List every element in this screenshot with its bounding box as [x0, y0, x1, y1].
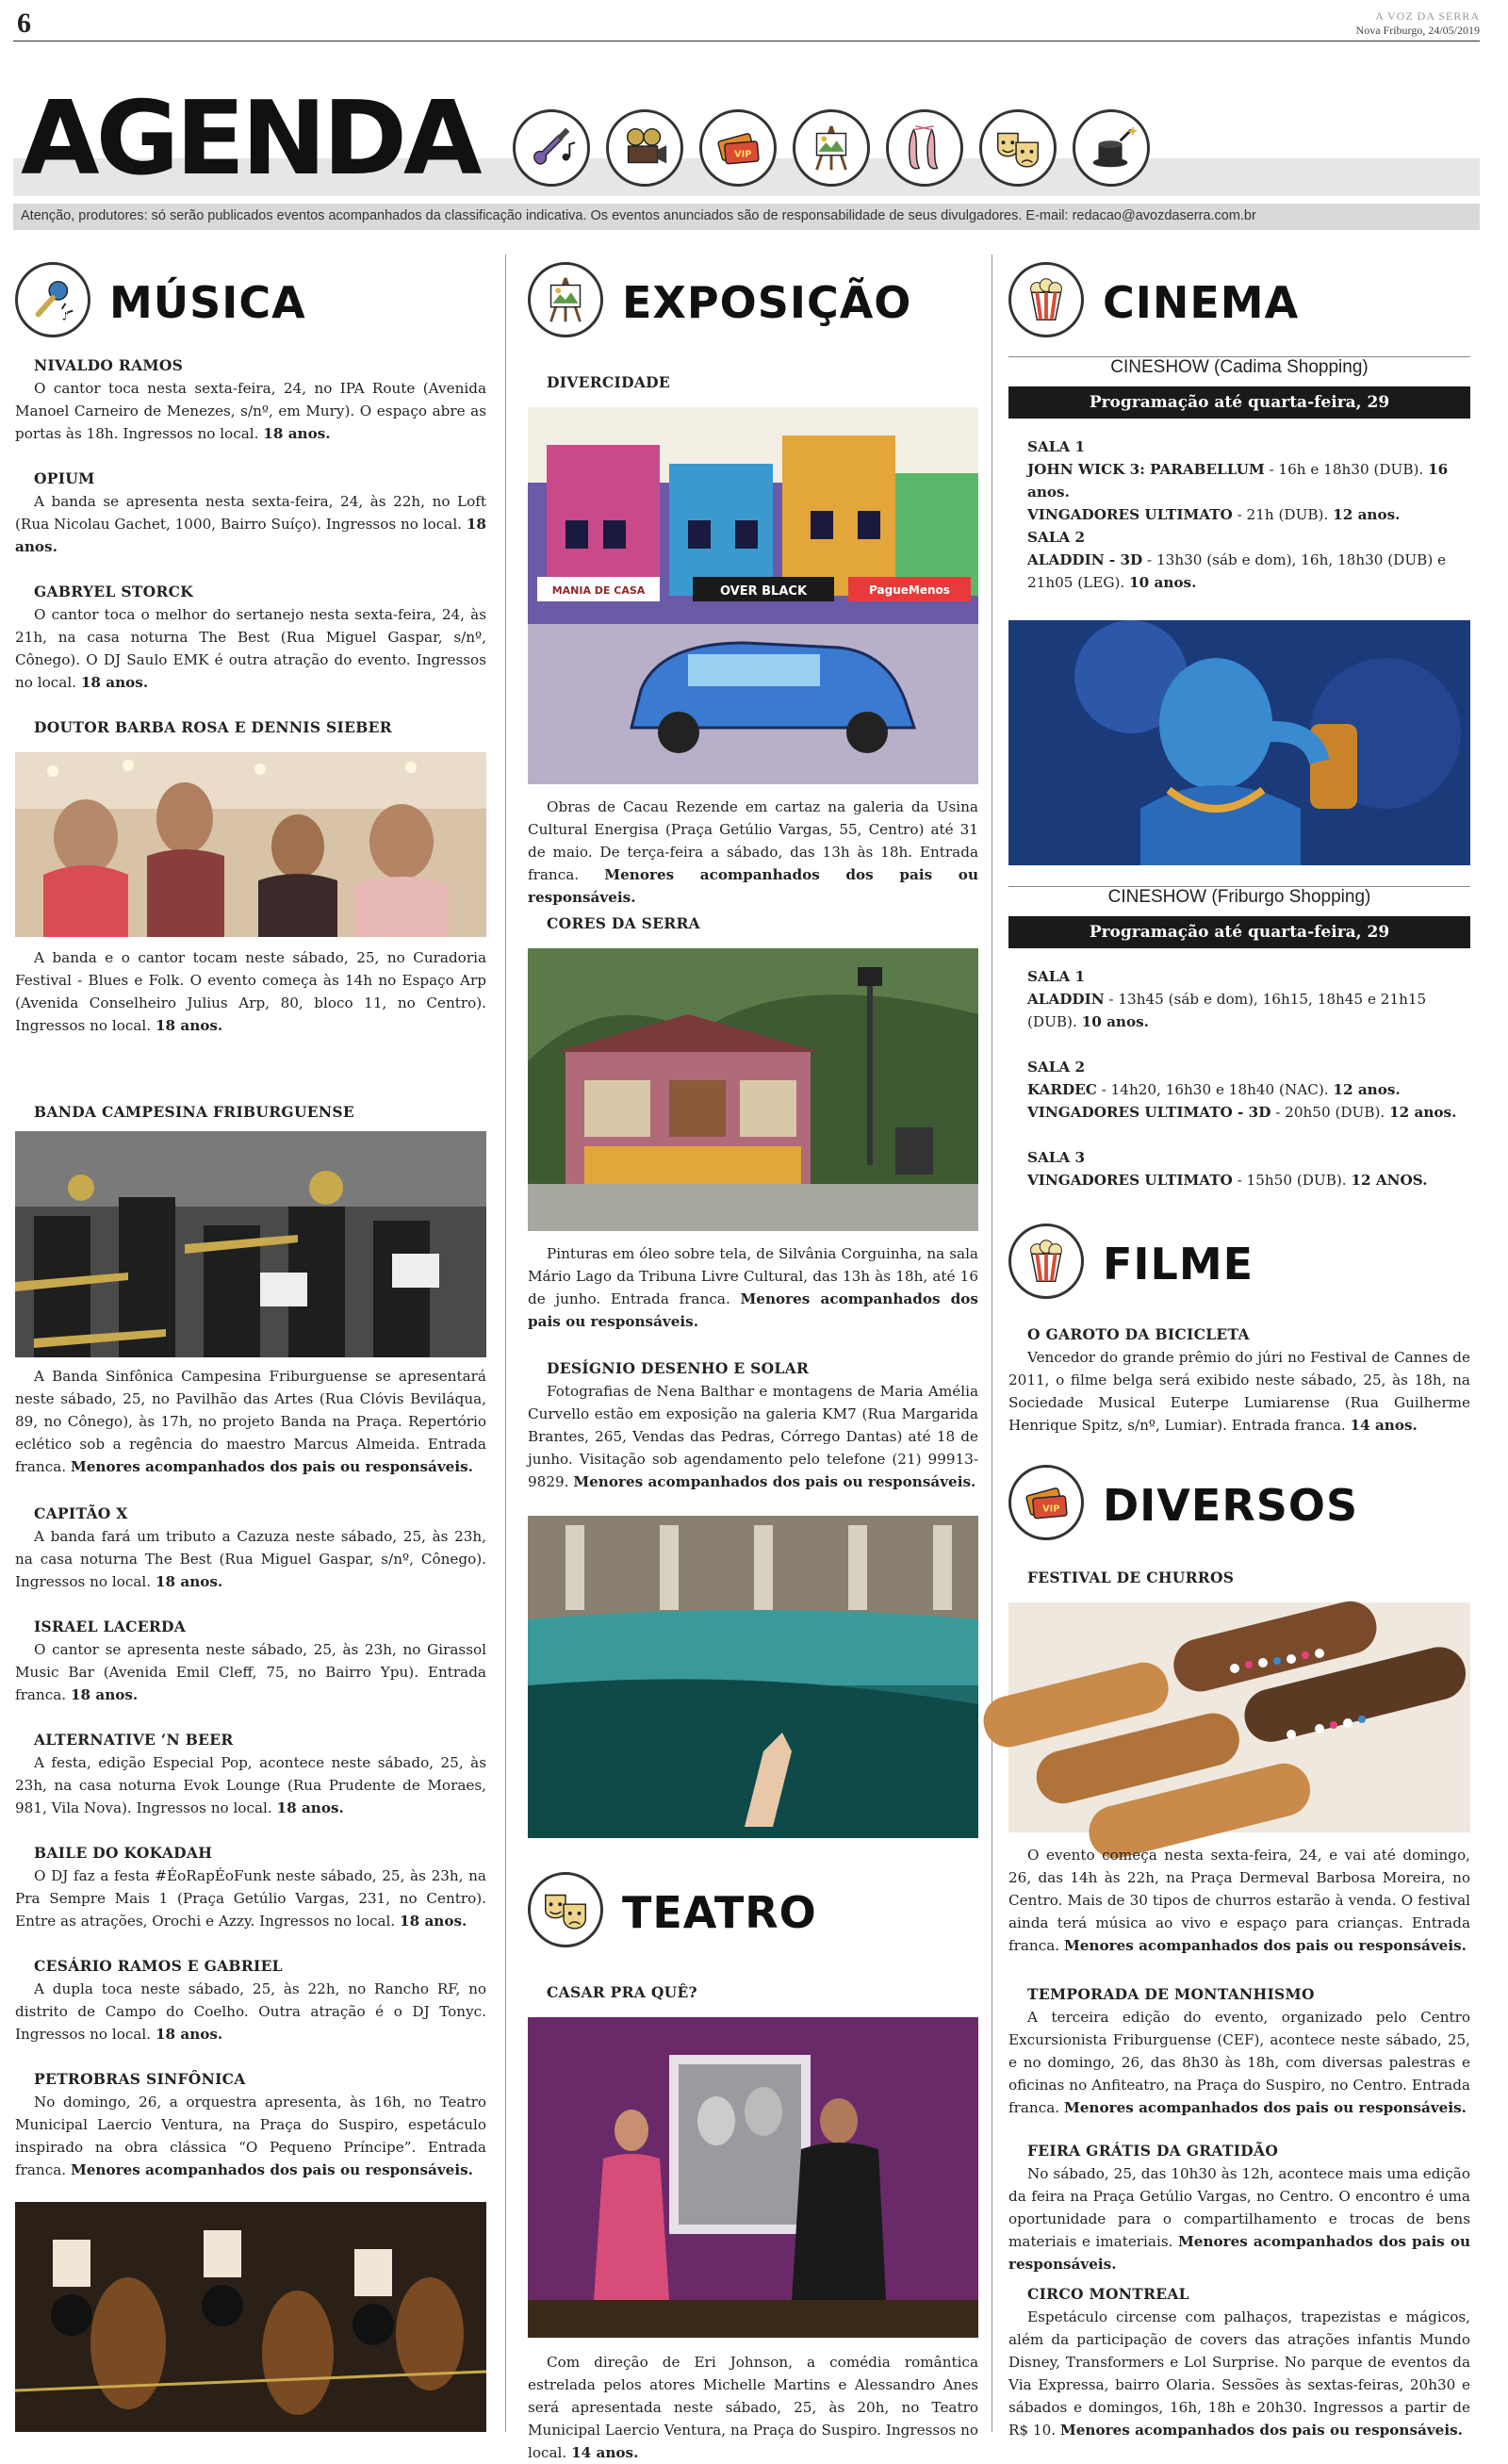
column-musica [15, 255, 486, 2432]
age-rating: 12 anos. [1333, 1081, 1401, 1098]
age-rating: 18 anos. [276, 1799, 344, 1816]
cinema-room [1027, 1146, 1470, 1191]
event-item [15, 1842, 486, 1932]
age-rating: 12 anos. [1333, 506, 1401, 523]
svg-text:VIP: VIP [1042, 1503, 1060, 1515]
event-desc: O cantor se apresenta neste sábado, 25, às 23h, no Girassol Music Bar (Avenida Emil Cleff, 75, no Bairro Ypu). Entrada franca. [15, 1641, 486, 1703]
room-title: SALA 1 [1027, 968, 1086, 985]
section-title: FILME [1103, 1239, 1254, 1289]
column-cinema [1008, 255, 1470, 2439]
showtimes: - 13h45 (sáb e dom), 16h15, 18h45 e 21h15 (DUB). [1027, 991, 1427, 1030]
pool-photo [528, 1516, 978, 1838]
painting-photo [528, 407, 978, 784]
event-desc: A banda fará um tributo a Cazuza neste sábado, 25, às 23h, na casa noturna The Best (Rua Miguel Gaspar, s/nº, Cônego). Ingressos no local. [15, 1528, 486, 1590]
showtimes: - 21h (DUB). [1232, 506, 1334, 523]
section-filme-header [1008, 1224, 1470, 1303]
easel-icon [793, 109, 870, 187]
event-desc: A banda e o cantor tocam neste sábado, 25, no Curadoria Festival - Blues e Folk. O evento começa às 14h no Espaço Arp (Avenida Conselheiro Julius Arp, 80, bloco 11, no Centro). Ingressos no local. [15, 949, 486, 1034]
age-rating: Menores acompanhados dos pais ou responsáveis. [1063, 1937, 1467, 1954]
event-item [15, 946, 486, 1037]
movie-title: VINGADORES ULTIMATO [1027, 506, 1233, 523]
event-desc: A Banda Sinfônica Campesina Friburguense se apresentará neste sábado, 25, no Pavilhão das Artes (Rua Clóvis Beviláqua, 89, no Cônego), às 17h, no projeto Banda na Praça. Repertório eclético sob a regência do maestro Marcus Almeida. Entrada franca. [15, 1368, 486, 1475]
event-title: CAPITÃO X [34, 1504, 128, 1522]
age-rating: 14 anos. [571, 2444, 639, 2461]
age-rating: Menores acompanhados dos pais ou responsáveis. [70, 2161, 473, 2178]
band-photo [15, 752, 486, 937]
event-item [15, 1729, 486, 1819]
age-rating: Menores acompanhados dos pais ou responsáveis. [70, 1458, 473, 1475]
column-divider [505, 255, 506, 2432]
event-item [15, 1101, 486, 1124]
event-desc: A banda se apresenta nesta sexta-feira, 24, às 22h, no Loft (Rua Nicolau Gachet, 1000, Bairro Suíço). Ingressos no local. [15, 493, 486, 533]
movie-title: JOHN WICK 3: PARABELLUM [1027, 461, 1265, 478]
painting-sign-mania-de-casa: MANIA DE CASA [551, 584, 646, 597]
event-item [1008, 2140, 1470, 2275]
page-number: 6 [17, 8, 31, 39]
event-desc: A dupla toca neste sábado, 25, às 22h, no Rancho RF, no distrito de Campo do Coelho. Outra atração é o DJ Tonyc. Ingressos no local. [15, 1980, 486, 2043]
event-title: BAILE DO KOKADAH [34, 1844, 213, 1862]
producers-notice: Atenção, produtores: só serão publicados eventos acompanhados da classificação indicativa. Os eventos anunciados são de responsabilidade de seus divulgadores. E-mail: redacao@avozdaserra.com.br [13, 204, 1480, 230]
category-icons [513, 109, 1150, 187]
section-cinema-header [1008, 262, 1470, 341]
section-title: DIVERSOS [1103, 1480, 1359, 1531]
guitar-icon [513, 109, 590, 187]
section-title: MÚSICA [109, 277, 306, 328]
agenda-title: AGENDA [21, 80, 479, 198]
age-rating: 18 anos. [70, 1686, 139, 1703]
event-item [1008, 1983, 1470, 2119]
brand-name: A VOZ DA SERRA [1375, 9, 1480, 23]
event-item [15, 1616, 486, 1706]
age-rating: 18 anos. [155, 1017, 223, 1034]
event-item [15, 1955, 486, 2045]
event-desc: Pinturas em óleo sobre tela, de Silvânia Corguinha, na sala Mário Lago da Tribuna Livre Cultural, das 13h às 18h, até 16 de junho. Entrada franca. [528, 1245, 978, 1307]
section-exposicao-header [528, 262, 978, 341]
newspaper-brand [1356, 9, 1480, 38]
theater-masks-icon [979, 109, 1057, 187]
popcorn-icon [1008, 262, 1084, 337]
age-rating: Menores acompanhados dos pais ou responsáveis. [1063, 2099, 1467, 2116]
movie-title: ALADDIN [1027, 991, 1105, 1008]
event-item [528, 912, 978, 935]
showtimes: - 15h50 (DUB). [1232, 1172, 1352, 1189]
event-item [15, 2068, 486, 2181]
event-title: NIVALDO RAMOS [34, 356, 184, 374]
event-item [15, 354, 486, 445]
age-rating: 12 ANOS. [1351, 1172, 1428, 1189]
film-camera-icon [606, 109, 683, 187]
event-desc: O cantor toca o melhor do sertanejo nesta sexta-feira, 24, às 21h, na casa noturna The Best (Rua Miguel Gaspar, s/nº, Cônego). O DJ Saulo EMK é outra atração do evento. Ingressos no local. [15, 606, 486, 691]
event-item [15, 1365, 486, 1478]
event-desc: O evento começa nesta sexta-feira, 24, e vai até domingo, 26, das 14h às 22h, na Praça Dermeval Barbosa Moreira, no Centro. Mais de 30 tipos de churros estarão à venda. O festival ainda terá música ao vivo e espaço para crianças. Entrada franca. [1008, 1847, 1470, 1954]
event-title: GABRYEL STORCK [34, 583, 194, 600]
event-title: DOUTOR BARBA ROSA E DENNIS SIEBER [34, 718, 392, 736]
event-item [528, 2351, 978, 2464]
movie-title: ALADDIN - 3D [1027, 551, 1143, 568]
event-title: O GAROTO DA BICICLETA [1027, 1325, 1250, 1343]
event-item [1008, 2283, 1470, 2441]
gallery-photo [528, 948, 978, 1231]
svg-text:♪: ♪ [61, 309, 70, 323]
showtimes: - 14h20, 16h30 e 18h40 (NAC). [1096, 1081, 1334, 1098]
event-desc: A terceira edição do evento, organizado pelo Centro Excursionista Friburguense (CEF), acontece neste sábado, 25, e no domingo, 26, das 8h30 às 18h, com diversas palestras e oficinas no Anfiteatro, na Praça do Suspiro, no Centro. Entrada franca. [1008, 2009, 1470, 2116]
age-rating: 18 anos. [155, 2026, 223, 2043]
event-title: PETROBRAS SINFÔNICA [34, 2070, 246, 2088]
age-rating: 18 anos. [80, 674, 149, 691]
age-rating: 16 anos. [1027, 461, 1449, 501]
ballet-shoes-icon [886, 109, 963, 187]
event-title: CESÁRIO RAMOS E GABRIEL [34, 1957, 283, 1975]
event-desc: Vencedor do grande prêmio do júri no Festival de Cannes de 2011, o filme belga será exibido neste sábado, 25, às 18h, na Sociedade Musical Euterpe Lumiarense (Rua Guilherme Henrique Spitz, s/nº, Lumiar). Entrada franca. [1008, 1349, 1470, 1434]
event-title: FEIRA GRÁTIS DA GRATIDÃO [1027, 2142, 1279, 2160]
event-item [528, 796, 978, 909]
theater-photo [528, 2017, 978, 2338]
showtimes: - 16h e 18h30 (DUB). [1264, 461, 1429, 478]
churros-photo [1008, 1602, 1470, 1832]
event-item [528, 1357, 978, 1493]
cinema-room [1027, 435, 1470, 526]
band-photo [15, 1131, 486, 1357]
event-desc: Com direção de Eri Johnson, a comédia romântica estrelada pelos atores Michelle Martins e Alessandro Anes será apresentada neste sábado, 25, às 20h, no Teatro Municipal Laercio Ventura, na Praça do Suspiro. Ingressos no local. [528, 2354, 978, 2461]
event-item [1008, 1323, 1470, 1437]
event-item [15, 468, 486, 558]
event-item [1008, 1567, 1470, 1589]
age-rating: 18 anos. [15, 516, 486, 555]
event-item [528, 1242, 978, 1333]
event-desc: No domingo, 26, a orquestra apresenta, às 16h, no Teatro Municipal Laercio Ventura, na Praça do Suspiro, espetáculo inspirado na obra clássica “O Pequeno Príncipe”. Entrada franca. [15, 2094, 486, 2178]
section-teatro-header [528, 1872, 978, 1951]
event-item [15, 1503, 486, 1593]
event-title: FESTIVAL DE CHURROS [1027, 1569, 1235, 1586]
event-item [15, 581, 486, 694]
age-rating: 18 anos. [263, 425, 331, 442]
room-title: SALA 1 [1027, 438, 1086, 455]
age-rating: 18 anos. [400, 1913, 467, 1930]
age-rating: Menores acompanhados dos pais ou responsáveis. [1059, 2422, 1463, 2439]
room-title: SALA 3 [1027, 1149, 1086, 1166]
cinema-room [1027, 526, 1470, 594]
event-title: TEMPORADA DE MONTANHISMO [1027, 1985, 1315, 2003]
age-rating: Menores acompanhados dos pais ou responsáveis. [1008, 2233, 1470, 2273]
age-rating: 10 anos. [1129, 574, 1197, 591]
section-title: TEATRO [622, 1887, 817, 1938]
cinema-room [1027, 1056, 1470, 1124]
room-title: SALA 2 [1027, 529, 1086, 546]
cinema-room [1027, 965, 1470, 1033]
issue-date: Nova Friburgo, 24/05/2019 [1355, 24, 1480, 37]
theater-masks-icon [528, 1872, 603, 1947]
event-title: CASAR PRA QUÊ? [547, 1983, 697, 2001]
age-rating: 10 anos. [1081, 1013, 1149, 1030]
microphone-icon [15, 262, 90, 337]
showtimes: - 13h30 (sáb e dom), 16h, 18h30 (DUB) e 21h05 (LEG). [1027, 551, 1447, 591]
age-rating: 12 anos. [1389, 1104, 1457, 1121]
event-title: CIRCO MONTREAL [1027, 2285, 1189, 2303]
event-title: OPIUM [34, 469, 95, 487]
movie-still-photo [1008, 620, 1470, 865]
event-desc: Obras de Cacau Rezende em cartaz na galeria da Usina Cultural Energisa (Praça Getúlio Vargas, 55, Centro) até 31 de maio. De terça-feira a sábado, das 13h às 18h. Entrada franca. [528, 798, 978, 883]
age-rating: Menores acompanhados dos pais ou responsáveis. [528, 1290, 978, 1330]
painting-sign-over-black: OVER BLACK [719, 584, 808, 599]
magic-hat-icon [1073, 109, 1150, 187]
event-item [528, 1981, 978, 2004]
age-rating: 18 anos. [155, 1573, 223, 1590]
event-desc: No sábado, 25, das 10h30 às 12h, acontece mais uma edição da feira na Praça Getúlio Vargas, no Centro. O encontro é uma oportunidade para o compartilhamento e trocas de bens materiais e imateriais. [1008, 2165, 1470, 2250]
event-title: CORES DA SERRA [547, 914, 700, 932]
showtimes: - 20h50 (DUB). [1270, 1104, 1390, 1121]
event-item [1008, 1844, 1470, 1957]
movie-title: VINGADORES ULTIMATO - 3D [1027, 1104, 1271, 1121]
ticket-icon [699, 109, 777, 187]
event-title: DIVERCIDADE [547, 373, 671, 391]
age-rating: Menores acompanhados dos pais ou responsáveis. [573, 1473, 976, 1490]
age-rating: 14 anos. [1350, 1417, 1418, 1434]
section-musica-header [15, 262, 486, 341]
event-title: ISRAEL LACERDA [34, 1618, 187, 1635]
easel-icon [528, 262, 603, 337]
section-title: CINEMA [1103, 277, 1300, 328]
event-title: DESÍGNIO DESENHO E SOLAR [547, 1359, 810, 1377]
movie-title: VINGADORES ULTIMATO [1027, 1172, 1233, 1189]
event-desc: A festa, edição Especial Pop, acontece neste sábado, 25, às 23h, na casa noturna Evok Lounge (Rua Prudente de Moraes, 981, Vila Nova). Ingressos no local. [15, 1754, 486, 1816]
cinema-venue-1: CINESHOW (Cadima Shopping) [1008, 356, 1470, 381]
ticket-icon [1008, 1465, 1084, 1540]
event-desc: Fotografias de Nena Balthar e montagens de Maria Amélia Curvello estão em exposição na galeria KM7 (Rua Margarida Brantes, 265, Vendas das Pedras, Córrego Dantas) até 18 de junho. Visitação sob agendamento pelo telefone (21) 99913-9829. [528, 1383, 978, 1490]
event-desc: Espetáculo circense com palhaços, trapezistas e mágicos, além da participação de covers das atrações infantis Mundo Disney, Transformers e Lol Surprise. No parque de eventos da Via Expressa, bairro Olaria. Sessões às sextas-feiras, 20h30 e sábados e domingos, 16h, 18h e 20h30. Ingressos a partir de R$ 10. [1008, 2308, 1470, 2439]
event-item [528, 371, 978, 394]
event-desc: O cantor toca nesta sexta-feira, 24, no IPA Route (Avenida Manoel Carneiro de Menezes, s/nº, em Mury). O espaço abre as portas às 18h. Ingressos no local. [15, 380, 486, 442]
svg-text:VIP: VIP [734, 149, 752, 160]
event-title: BANDA CAMPESINA FRIBURGUENSE [34, 1103, 354, 1121]
orchestra-photo [15, 2202, 486, 2432]
section-title: EXPOSIÇÃO [622, 277, 912, 328]
page-header [13, 9, 1480, 41]
movie-title: KARDEC [1027, 1081, 1097, 1098]
event-desc: O DJ faz a festa #ÉoRapÉoFunk neste sábado, 25, às 23h, na Pra Sempre Mais 1 (Praça Getúlio Vargas, 231, no Centro). Entre as atrações, Orochi e Azzy. Ingressos no local. [15, 1867, 486, 1930]
room-title: SALA 2 [1027, 1059, 1086, 1076]
event-title: ALTERNATIVE ‘N BEER [34, 1731, 234, 1749]
programming-banner: Programação até quarta-feira, 29 [1008, 916, 1470, 948]
section-diversos-header [1008, 1465, 1470, 1544]
painting-sign-pague-menos: PagueMenos [869, 583, 950, 597]
programming-banner: Programação até quarta-feira, 29 [1008, 386, 1470, 419]
column-exposicao [528, 255, 978, 2461]
event-item [15, 716, 486, 739]
agenda-banner [13, 80, 1480, 223]
popcorn-icon [1008, 1224, 1084, 1299]
age-rating: Menores acompanhados dos pais ou responsáveis. [528, 866, 978, 906]
cinema-venue-2: CINESHOW (Friburgo Shopping) [1008, 886, 1470, 911]
